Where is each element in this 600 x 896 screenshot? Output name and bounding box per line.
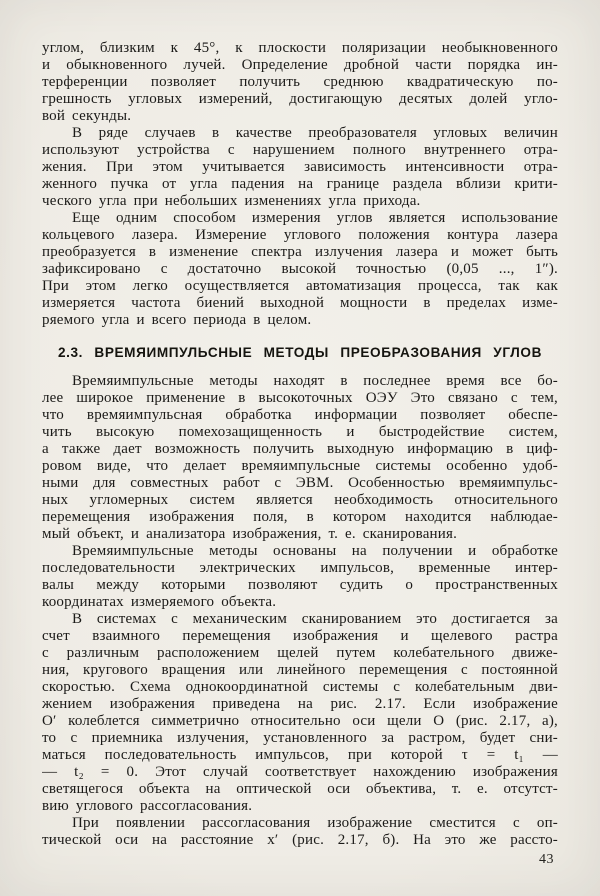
text-line: ровом виде, что делает времяимпульсные системы особенно удоб-: [42, 458, 558, 474]
text-line: валы между которыми позволяют судить о пространственных: [42, 577, 558, 593]
text-line: ных угломерных систем является необходимость относительного: [42, 492, 558, 508]
text-line: жения. При этом учитывается зависимость интенсивности отра-: [42, 159, 558, 175]
text-line: ния, кругового вращения или линейного перемещения с постоянной: [42, 662, 558, 678]
text-line: жением изображения приведена на рис. 2.17. Если изображение: [42, 696, 558, 712]
section-heading: 2.3. ВРЕМЯИМПУЛЬСНЫЕ МЕТОДЫ ПРЕОБРАЗОВАНИЯ УГЛОВ: [57, 345, 543, 360]
text-line: зафиксировано с достаточно высокой точностью (0,05 ..., 1″).: [42, 261, 558, 277]
text-line: измеряется частота биений выходной мощности в пределах изме-: [42, 295, 558, 311]
text-line: грешность угловых измерений, достигающую десятых долей угло-: [42, 91, 558, 107]
text-line: перемещения изображения поля, в котором находится наблюдае-: [42, 509, 558, 525]
text-line: и обыкновенного лучей. Определение дробной части порядка ин-: [42, 57, 558, 73]
text-line: мый объект, и анализатора изображения, т. е. сканирования.: [42, 526, 458, 542]
text-line: терференции позволяет получить среднюю квадратическую по-: [42, 74, 558, 90]
text-line: ряемого угла и всего периода в целом.: [42, 312, 312, 328]
text-line: что времяимпульсная обработка информации позволяет обеспе-: [42, 407, 558, 423]
text-line: ными для совместных работ с ЭВМ. Особенностью времяимпульс-: [42, 475, 558, 491]
text-line: женного пучка от угла падения на границе раздела вблизи крити-: [42, 176, 558, 192]
text-line: счет взаимного перемещения изображения и щелевого растра: [42, 628, 558, 644]
text-line: маться последовательность импульсов, при которой τ = t₁ —: [42, 747, 558, 763]
paragraph: [42, 815, 558, 849]
text-line: скоростью. Схема однокоординатной системы с колебательным дви-: [42, 679, 558, 695]
paragraph: [42, 125, 558, 210]
text-line: вой секунды.: [42, 108, 132, 124]
text-line: В системах с механическим сканированием это достигается за: [72, 611, 558, 627]
text-column: [42, 40, 558, 849]
text-line: вию углового рассогласования.: [42, 798, 253, 814]
text-line: Еще одним способом измерения углов является использование: [72, 210, 558, 226]
text-line: координатах измеряемого объекта.: [42, 594, 277, 610]
text-line: а также дает возможность получить выходную информацию в циф-: [42, 441, 558, 457]
text-line: кольцевого лазера. Измерение углового положения контура лазера: [42, 227, 558, 243]
text-line: тической оси на расстояние х′ (рис. 2.17, б). На это же рассто-: [42, 832, 558, 848]
text-line: чить высокую помехозащищенность и быстродействие систем,: [42, 424, 558, 440]
text-line: ческого угла при небольших изменениях угла прихода.: [42, 193, 421, 209]
text-line: При этом легко осуществляется автоматизация процесса, так как: [42, 278, 558, 294]
paragraph: [42, 543, 558, 611]
text-line: последовательности электрических импульсов, временные интер-: [42, 560, 558, 576]
text-line: с различным расположением щелей путем колебательного движе-: [42, 645, 558, 661]
text-line: В ряде случаев в качестве преобразователя угловых величин: [72, 125, 558, 141]
text-line: — t₂ = 0. Этот случай соответствует нахождению изображения: [42, 764, 558, 780]
paragraph: [42, 210, 558, 329]
paragraph: [42, 611, 558, 815]
text-line: используют устройства с нарушением полного внутреннего отра-: [42, 142, 558, 158]
text-line: О′ колеблется симметрично относительно оси щели О (рис. 2.17, а),: [42, 713, 558, 729]
text-line: Времяимпульсные методы основаны на получении и обработке: [72, 543, 558, 559]
paragraph: [42, 373, 558, 543]
text-line: углом, близким к 45°, к плоскости поляризации необыкновенного: [42, 40, 558, 56]
text-line: светящегося объекта на оптической оси объектива, т. е. отсутст-: [42, 781, 558, 797]
paragraph: [42, 40, 558, 125]
page-number: 43: [539, 852, 554, 867]
text-line: то с приемника излучения, установленного за растром, будет сни-: [42, 730, 558, 746]
text-line: преобразуется в изменение спектра излучения лазера и может быть: [42, 244, 558, 260]
text-line: При появлении рассогласования изображение сместится с оп-: [72, 815, 558, 831]
text-line: лее широкое применение в высокоточных ОЭУ Это связано с тем,: [42, 390, 558, 406]
text-line: Времяимпульсные методы находят в последнее время все бо-: [72, 373, 558, 389]
